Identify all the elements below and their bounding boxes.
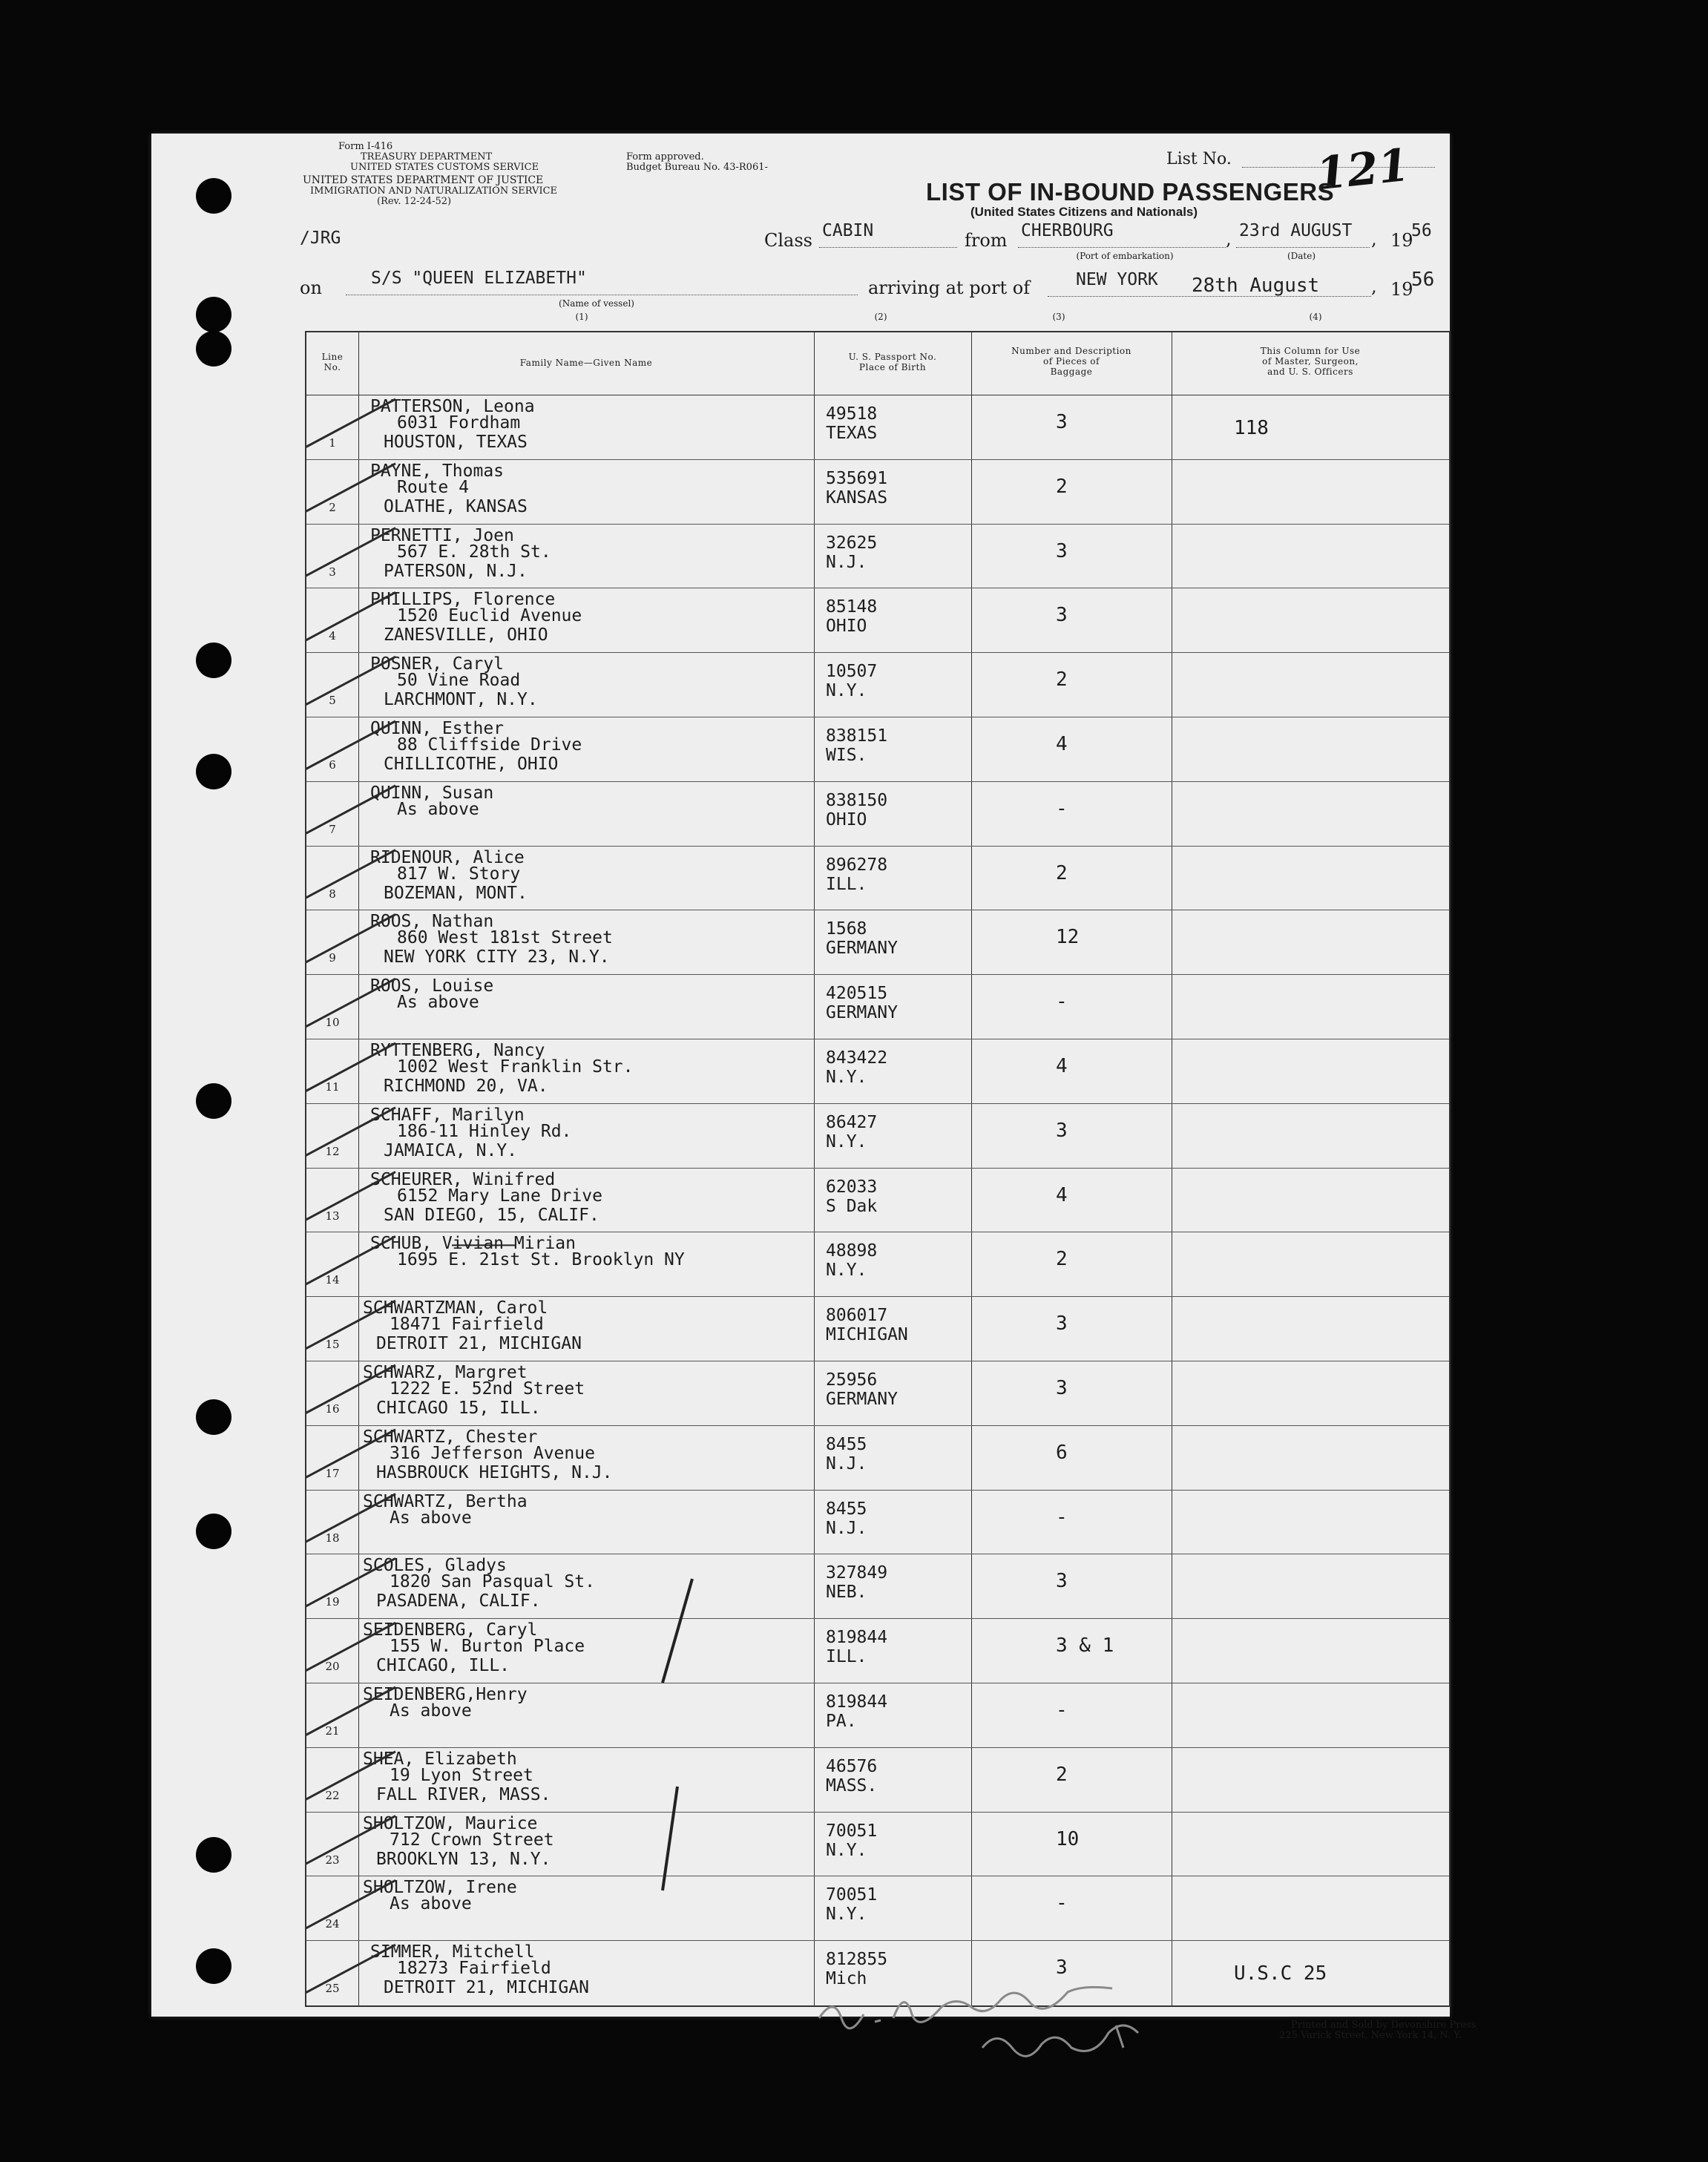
passport-number: 49518 [826,404,878,424]
binder-hole [196,1948,231,1984]
officer-remark: 118 [1234,417,1269,439]
passenger-name: SCHAFF, Marilyn [370,1105,525,1125]
arrival-date: 28th August [1192,275,1320,297]
passenger-address-2: LARCHMONT, N.Y. [384,690,538,710]
line-number: 12 [325,1144,340,1158]
passenger-name: QUINN, Esther [370,719,505,738]
vessel-underline [346,294,858,295]
passenger-table [305,331,1451,2007]
tally-stroke [663,1787,677,1890]
place-of-birth: OHIO [826,617,867,637]
place-of-birth: OHIO [826,809,867,829]
check-mark [306,1880,395,1936]
baggage-count: 3 [1056,1312,1068,1335]
line-number: 3 [329,565,336,579]
form-revision: (Rev. 12-24-52) [377,196,452,207]
baggage-count: - [1056,797,1068,820]
departure-date: 23rd AUGUST [1239,221,1353,240]
passenger-name: SEIDENBERG,Henry [363,1685,528,1704]
line-number: 17 [325,1466,340,1480]
line-number: 5 [329,694,336,708]
passenger-name: SCOLES, Gladys [363,1556,507,1576]
baggage-count: 4 [1056,733,1068,755]
year-1: 56 [1411,221,1432,240]
place-of-birth: N.J. [826,1453,867,1473]
year-prefix-2: 19 [1390,279,1413,300]
arriving-label: arriving at port of [868,277,1031,298]
line-number: 6 [329,758,336,772]
baggage-count: 2 [1056,668,1068,691]
place-of-birth: N.Y. [826,1131,867,1151]
list-no-label: List No. [1166,150,1232,168]
place-of-birth: N.Y. [826,1840,867,1860]
column-1-number: (1) [575,312,588,322]
arrival-underline [1048,295,1371,297]
passenger-address-1: 50 Vine Road [397,671,521,691]
check-mark [306,1816,395,1872]
passenger-address-1: 18471 Fairfield [390,1315,544,1335]
check-mark [306,1172,395,1228]
class-underline [819,246,957,248]
passenger-name: SHOLTZOW, Maurice [363,1813,538,1833]
header-line-no-2: No. [323,362,341,372]
line-number: 2 [329,500,336,514]
baggage-count: 2 [1056,861,1068,884]
check-mark [306,914,395,970]
line-number: 7 [329,822,336,836]
place-of-birth: N.Y. [826,681,867,701]
passenger-address-2: CHICAGO, ILL. [376,1656,510,1676]
passenger-address-2: ZANESVILLE, OHIO [384,625,548,645]
header-passport-1: U. S. Passport No. [848,352,937,362]
passenger-address-2: BOZEMAN, MONT. [384,883,528,903]
clerk-initials: /JRG [300,229,341,248]
check-mark [306,1494,395,1550]
passenger-address-2: PASADENA, CALIF. [376,1591,541,1611]
passenger-name: ROOS, Nathan [370,912,494,932]
passenger-address-1: 1695 E. 21st St. Brooklyn NY [397,1250,685,1270]
check-mark [306,1623,395,1678]
check-mark [306,464,395,519]
passenger-address-2: NEW YORK CITY 23, N.Y. [384,947,610,967]
passenger-address-1: 817 W. Story [397,864,521,884]
column-3-number: (3) [1052,312,1065,322]
passenger-address-2: SAN DIEGO, 15, CALIF. [384,1205,600,1225]
baggage-count: 3 & 1 [1056,1634,1114,1657]
passenger-name: SHEA, Elizabeth [363,1749,517,1769]
passport-number: 85148 [826,597,878,617]
passenger-address-1: 316 Jefferson Avenue [390,1443,595,1463]
passport-number: 327849 [826,1563,888,1583]
baggage-count: 3 [1056,1119,1068,1142]
baggage-count: - [1056,1505,1068,1528]
baggage-count: 4 [1056,1055,1068,1077]
column-2-number: (2) [874,312,887,322]
check-mark [306,592,395,648]
check-mark [306,1752,395,1807]
passenger-name: SCHWARTZMAN, Carol [363,1298,548,1318]
passport-number: 70051 [826,1821,878,1841]
passenger-address-1: As above [390,1508,472,1528]
from-port-value: CHERBOURG [1021,221,1114,240]
baggage-count: 3 [1056,411,1068,433]
binder-hole [196,331,231,367]
passenger-name: SCHUB, Vivian Mirian [370,1234,576,1254]
passenger-address-1: 1222 E. 52nd Street [390,1379,585,1399]
comma-2: , [1371,229,1377,249]
comma-1: , [1226,229,1232,249]
place-of-birth: GERMANY [826,939,898,959]
baggage-count: 10 [1056,1827,1080,1850]
passenger-name: RYTTENBERG, Nancy [370,1041,545,1060]
place-of-birth: GERMANY [826,1390,898,1409]
passenger-address-1: 6152 Mary Lane Drive [397,1186,602,1206]
baggage-count: 2 [1056,1763,1068,1786]
place-of-birth: Mich [826,1969,867,1989]
line-number: 14 [325,1273,340,1287]
port-embark-caption: (Port of embarkation) [1076,251,1174,261]
place-of-birth: ILL. [826,1647,867,1667]
baggage-count: 3 [1056,604,1068,627]
place-of-birth: N.Y. [826,1261,867,1281]
passport-number: 25956 [826,1370,878,1390]
passenger-address-1: As above [390,1701,472,1721]
place-of-birth: S Dak [826,1196,878,1216]
passenger-address-1: As above [397,799,479,819]
place-of-birth: N.Y. [826,1905,867,1925]
budget-bureau: Budget Bureau No. 43-R061- [626,162,768,173]
comma-3: , [1371,276,1377,297]
check-mark [306,1430,395,1485]
binder-hole [196,1837,231,1873]
check-mark [306,1945,395,2000]
passenger-name: SIMMER, Mitchell [370,1942,535,1962]
place-of-birth: KANSAS [826,487,888,507]
passenger-address-1: 1820 San Pasqual St. [390,1572,595,1592]
passenger-address-1: 18273 Fairfield [397,1959,551,1979]
passenger-address-1: 567 E. 28th St. [397,542,551,562]
binder-hole [196,297,231,332]
passport-number: 806017 [826,1306,888,1326]
passenger-name: RIDENOUR, Alice [370,847,525,867]
year-2: 56 [1411,269,1435,291]
line-number: 24 [325,1917,340,1931]
form-number: Form I-416 [338,141,393,152]
line-number: 25 [325,1982,340,1996]
tally-stroke [663,1579,692,1683]
passport-number: 420515 [826,984,888,1004]
passport-number: 838150 [826,790,888,810]
passenger-address-2: DETROIT 21, MICHIGAN [376,1334,582,1354]
passport-number: 70051 [826,1885,878,1905]
line-number: 19 [325,1595,340,1609]
passport-number: 819844 [826,1628,888,1648]
passenger-address-1: 712 Crown Street [390,1830,554,1850]
place-of-birth: PA. [826,1712,857,1731]
place-of-birth: N.Y. [826,1068,867,1087]
baggage-count: 3 [1056,1956,1068,1979]
check-marks [306,332,1449,2005]
check-mark [306,786,395,841]
binder-hole [196,178,231,214]
form-title: LIST OF IN-BOUND PASSENGERS [926,178,1335,206]
check-mark [306,1043,395,1099]
check-mark [306,399,395,455]
check-mark [306,850,395,906]
binder-hole [196,1399,231,1435]
passenger-address-2: HASBROUCK HEIGHTS, N.J. [376,1462,613,1482]
header-baggage-2: of Pieces of [1043,356,1100,367]
on-label: on [300,277,322,298]
line-number: 10 [325,1016,340,1030]
baggage-count: 2 [1056,1248,1068,1271]
place-of-birth: NEB. [826,1583,867,1603]
baggage-count: 3 [1056,539,1068,562]
line-number: 4 [329,629,336,643]
year-prefix-1: 19 [1390,230,1413,251]
line-number: 21 [325,1724,340,1738]
header-line-no-1: Line [321,352,344,362]
baggage-count: 2 [1056,475,1068,498]
passenger-list-sheet [151,134,1477,2041]
passenger-name: SCHEURER, Winifred [370,1169,556,1189]
passport-number: 843422 [826,1048,888,1068]
passenger-address-2: OLATHE, KANSAS [384,496,528,516]
passenger-address-1: 155 W. Burton Place [390,1637,585,1657]
passenger-address-2: HOUSTON, TEXAS [384,433,528,452]
vessel-caption: (Name of vessel) [559,298,634,309]
place-of-birth: GERMANY [826,1003,898,1023]
check-mark [306,528,395,584]
binder-hole [196,1514,231,1549]
passport-number: 8455 [826,1499,867,1519]
dept-customs: UNITED STATES CUSTOMS SERVICE [350,162,539,173]
check-mark [306,979,395,1034]
passenger-name: PAYNE, Thomas [370,461,505,481]
place-of-birth: N.J. [826,1518,867,1538]
passenger-name: SEIDENBERG, Caryl [363,1620,538,1640]
header-officers-2: of Master, Surgeon, [1262,356,1359,367]
passenger-name: ROOS, Louise [370,976,494,996]
line-number: 13 [325,1209,340,1223]
binder-hole [196,754,231,789]
check-mark [306,1558,395,1614]
date-caption: (Date) [1287,251,1316,261]
passenger-address-2: DETROIT 21, MICHIGAN [384,1978,589,1998]
dept-justice: UNITED STATES DEPARTMENT OF JUSTICE [303,174,544,186]
place-of-birth: MASS. [826,1775,878,1795]
class-value: CABIN [822,221,874,240]
passenger-address-2: PATERSON, N.J. [384,561,528,581]
baggage-count: 6 [1056,1441,1068,1464]
header-passport-2: Place of Birth [858,362,927,372]
place-of-birth: N.J. [826,552,867,572]
passenger-name: SHOLTZOW, Irene [363,1878,517,1898]
passenger-address-1: As above [390,1894,472,1914]
from-label: from [965,230,1008,251]
passport-number: 86427 [826,1112,878,1132]
check-mark [306,1687,395,1743]
passport-number: 46576 [826,1756,878,1776]
passenger-name: SCHWARTZ, Chester [363,1427,538,1447]
check-mark [306,1365,395,1421]
form-subtitle: (United States Citizens and Nationals) [970,205,1198,219]
list-no-handwritten: 121 [1313,139,1412,201]
passport-number: 896278 [826,855,888,875]
passenger-address-1: 860 West 181st Street [397,928,613,948]
line-number: 8 [329,887,336,901]
passport-number: 819844 [826,1692,888,1712]
officer-remark: U.S.C 25 [1234,1962,1327,1985]
passport-number: 8455 [826,1434,867,1454]
passenger-address-2: CHILLICOTHE, OHIO [384,755,559,774]
passport-number: 535691 [826,468,888,488]
check-mark [306,1236,395,1292]
line-number: 22 [325,1788,340,1802]
passenger-address-1: As above [397,993,479,1013]
binder-hole [196,1083,231,1119]
line-number: 23 [325,1853,340,1867]
passenger-address-1: 88 Cliffside Drive [397,735,582,755]
class-label: Class [764,230,812,251]
passenger-name: QUINN, Susan [370,783,494,803]
line-number: 18 [325,1531,340,1545]
date-underline [1236,246,1370,248]
baggage-count: 3 [1056,1377,1068,1399]
line-number: 9 [329,951,336,965]
baggage-count: 4 [1056,1183,1068,1206]
form-approved: Form approved. [626,151,704,162]
passport-number: 838151 [826,726,888,746]
passport-number: 812855 [826,1950,888,1970]
check-mark [306,721,395,777]
passenger-address-2: JAMAICA, N.Y. [384,1140,518,1160]
column-4-number: (4) [1309,312,1322,322]
passenger-address-1: 19 Lyon Street [390,1765,533,1785]
line-number: 16 [325,1402,340,1416]
passenger-address-1: Route 4 [397,477,469,497]
arrival-port: NEW YORK [1076,270,1158,289]
check-mark [306,1301,395,1356]
passenger-name: PHILLIPS, Florence [370,590,556,610]
header-baggage-1: Number and Description [1011,346,1131,356]
place-of-birth: WIS. [826,746,867,765]
printer-credit: Printed and Sold by Devonshire Press [1291,2020,1477,2031]
header-officers-3: and U. S. Officers [1267,367,1353,377]
passenger-address-2: BROOKLYN 13, N.Y. [376,1849,551,1869]
place-of-birth: ILL. [826,874,867,894]
passenger-address-2: CHICAGO 15, ILL. [376,1399,541,1418]
passport-number: 48898 [826,1241,878,1261]
header-baggage-3: Baggage [1050,367,1093,377]
passport-number: 10507 [826,662,878,682]
passport-number: 1568 [826,919,867,939]
baggage-count: - [1056,1699,1068,1721]
line-number: 20 [325,1660,340,1674]
line-number: 15 [325,1338,340,1352]
passenger-address-2: RICHMOND 20, VA. [384,1077,548,1096]
passenger-address-1: 186-11 Hinley Rd. [397,1121,572,1141]
header-officers-1: This Column for Use [1260,346,1361,356]
dept-treasury: TREASURY DEPARTMENT [361,151,493,162]
passenger-name: SCHWARTZ, Bertha [363,1491,528,1511]
baggage-count: 3 [1056,1570,1068,1593]
check-mark [306,1108,395,1163]
baggage-count: - [1056,990,1068,1013]
from-underline [1018,246,1226,248]
dept-immigration: IMMIGRATION AND NATURALIZATION SERVICE [310,185,558,197]
passenger-address-2: FALL RIVER, MASS. [376,1784,551,1804]
passenger-name: SCHWARZ, Margret [363,1363,528,1382]
header-name: Family Name—Given Name [519,358,653,368]
baggage-count: - [1056,1892,1068,1915]
passenger-address-1: 1002 West Franklin Str. [397,1057,634,1077]
passenger-address-1: 1520 Euclid Avenue [397,606,582,626]
place-of-birth: MICHIGAN [826,1325,908,1345]
passenger-address-1: 6031 Fordham [397,413,521,433]
check-mark [306,657,395,712]
passport-number: 32625 [826,533,878,553]
baggage-count: 12 [1056,926,1080,949]
line-number: 11 [325,1080,340,1094]
passenger-name: PATTERSON, Leona [370,397,535,416]
passenger-name: PERNETTI, Joen [370,525,514,545]
vessel-name: S/S "QUEEN ELIZABETH" [371,269,587,288]
passenger-name: POSNER, Caryl [370,654,505,674]
printer-address: 225 Varick Street, New York 14, N. Y. [1279,2030,1462,2041]
place-of-birth: TEXAS [826,424,878,443]
passport-number: 62033 [826,1177,878,1197]
binder-hole [196,643,231,678]
line-number: 1 [329,436,336,450]
